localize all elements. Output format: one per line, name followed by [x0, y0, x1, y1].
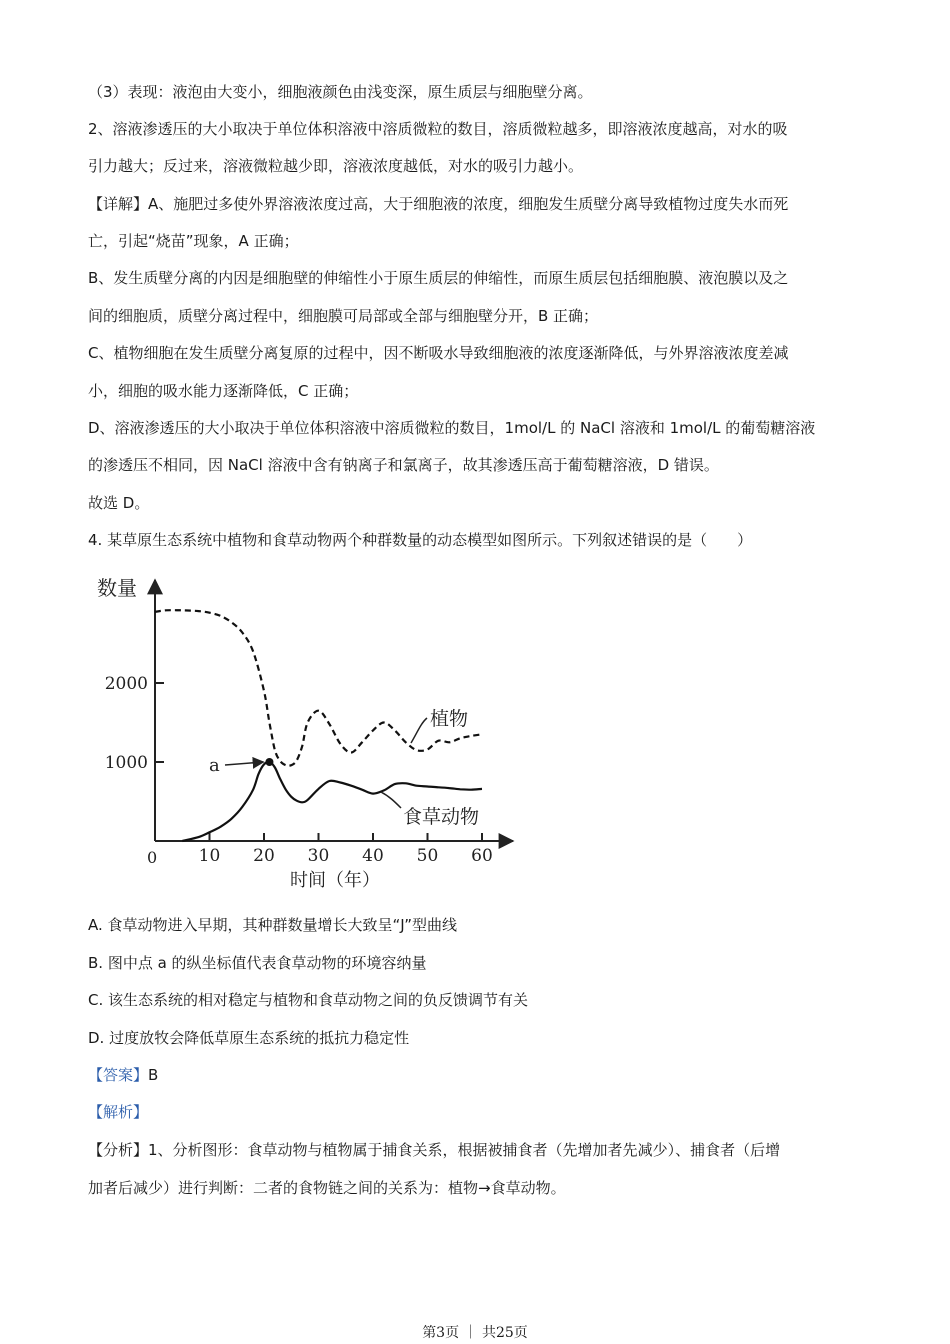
series-label-herbivore: 食草动物 [403, 806, 480, 828]
point-a-marker [265, 758, 273, 766]
x-tick-label: 10 [198, 846, 221, 866]
question-4: 4. 某草原生态系统中植物和食草动物两个种群数量的动态模型如图所示。下列叙述错误的是（ ） [88, 531, 753, 549]
answer-value: B [148, 1066, 159, 1084]
option-a: A. 食草动物进入早期，其种群数量增长大致呈“J”型曲线 [88, 916, 458, 934]
series-label-plant: 植物 [430, 708, 469, 730]
analysis-line [88, 1102, 148, 1122]
fenxi-tag: 【分析】 [88, 1141, 149, 1159]
point-a-arrow [225, 762, 263, 765]
option-b: B. 图中点 a 的纵坐标值代表食草动物的环境容纳量 [88, 954, 427, 972]
page-footer: 第3页 ｜ 共25页 [422, 1325, 528, 1341]
answer-tag: 【答案】 [88, 1066, 149, 1084]
paragraph-detail-c-1: C、植物细胞在发生质壁分离复原的过程中，因不断吸水导致细胞液的浓度逐渐降低，与外界溶液浓度差减 [88, 344, 789, 362]
paragraph-osmotic-2: 引力越大；反过来，溶液微粒越少即，溶液浓度越低，对水的吸引力越小。 [88, 157, 584, 175]
series-line-plant [155, 610, 482, 766]
x-tick-label: 60 [471, 846, 493, 866]
y-tick-label: 1000 [104, 753, 148, 773]
analysis-tag: 【解析】 [88, 1103, 149, 1121]
x-tick-label: 40 [362, 846, 384, 866]
plant-leader-line [411, 718, 427, 743]
paragraph-detail-d-1: D、溶液渗透压的大小取决于单位体积溶液中溶质微粒的数目，1mol/L 的 NaCl 溶液和 1mol/L 的葡萄糖溶液 [88, 419, 816, 437]
point-a-label: a [209, 755, 220, 776]
x-tick-label: 30 [307, 846, 330, 866]
origin-label: 0 [147, 848, 158, 867]
paragraph-detail-b-1: B、发生质壁分离的内因是细胞壁的伸缩性小于原生质层的伸缩性，而原生质层包括细胞膜、液泡膜以及之 [88, 269, 789, 287]
herbivore-leader-line [381, 792, 401, 808]
paragraph-detail-b-2: 间的细胞质，质壁分离过程中，细胞膜可局部或全部与细胞壁分开，B 正确； [88, 307, 599, 325]
x-tick-label: 20 [253, 846, 275, 866]
paragraph-detail-a-2: 亡，引起“烧苗”现象，A 正确； [88, 232, 299, 250]
fenxi-line-1 [88, 1140, 780, 1160]
answer-line [88, 1065, 158, 1085]
paragraph-detail-c-2: 小，细胞的吸水能力逐渐降低，C 正确； [88, 382, 359, 400]
fenxi-text-1: 1、分析图形：食草动物与植物属于捕食关系，根据被捕食者（先增加者先减少）、捕食者（后增 [148, 1141, 781, 1159]
detail-tag: 【详解】 [88, 195, 149, 213]
paragraph-manifestation: （3）表现：液泡由大变小，细胞液颜色由浅变深，原生质层与细胞壁分离。 [88, 83, 593, 101]
series-line-herbivore [182, 762, 482, 841]
population-chart [85, 568, 525, 898]
y-tick-label: 2000 [104, 674, 148, 694]
option-d: D. 过度放牧会降低草原生态系统的抵抗力稳定性 [88, 1029, 410, 1047]
y-axis-label: 数量 [97, 576, 137, 600]
x-axis-label: 时间（年） [290, 870, 380, 891]
paragraph-conclusion: 故选 D。 [88, 494, 150, 512]
option-c: C. 该生态系统的相对稳定与植物和食草动物之间的负反馈调节有关 [88, 991, 529, 1009]
paragraph-osmotic-1: 2、溶液渗透压的大小取决于单位体积溶液中溶质微粒的数目，溶质微粒越多，即溶液浓度越高，对水的吸 [88, 120, 788, 138]
paragraph-detail-d-2: 的渗透压不相同，因 NaCl 溶液中含有钠离子和氯离子，故其渗透压高于葡萄糖溶液，D 错误。 [88, 456, 719, 474]
paragraph-detail-a [88, 194, 788, 214]
detail-a-text: A、施肥过多使外界溶液浓度过高，大于细胞液的浓度，细胞发生质壁分离导致植物过度失水而死 [148, 195, 789, 213]
x-tick-label: 50 [416, 846, 439, 866]
fenxi-line-2: 加者后减少）进行判断：二者的食物链之间的关系为：植物→食草动物。 [88, 1179, 566, 1197]
